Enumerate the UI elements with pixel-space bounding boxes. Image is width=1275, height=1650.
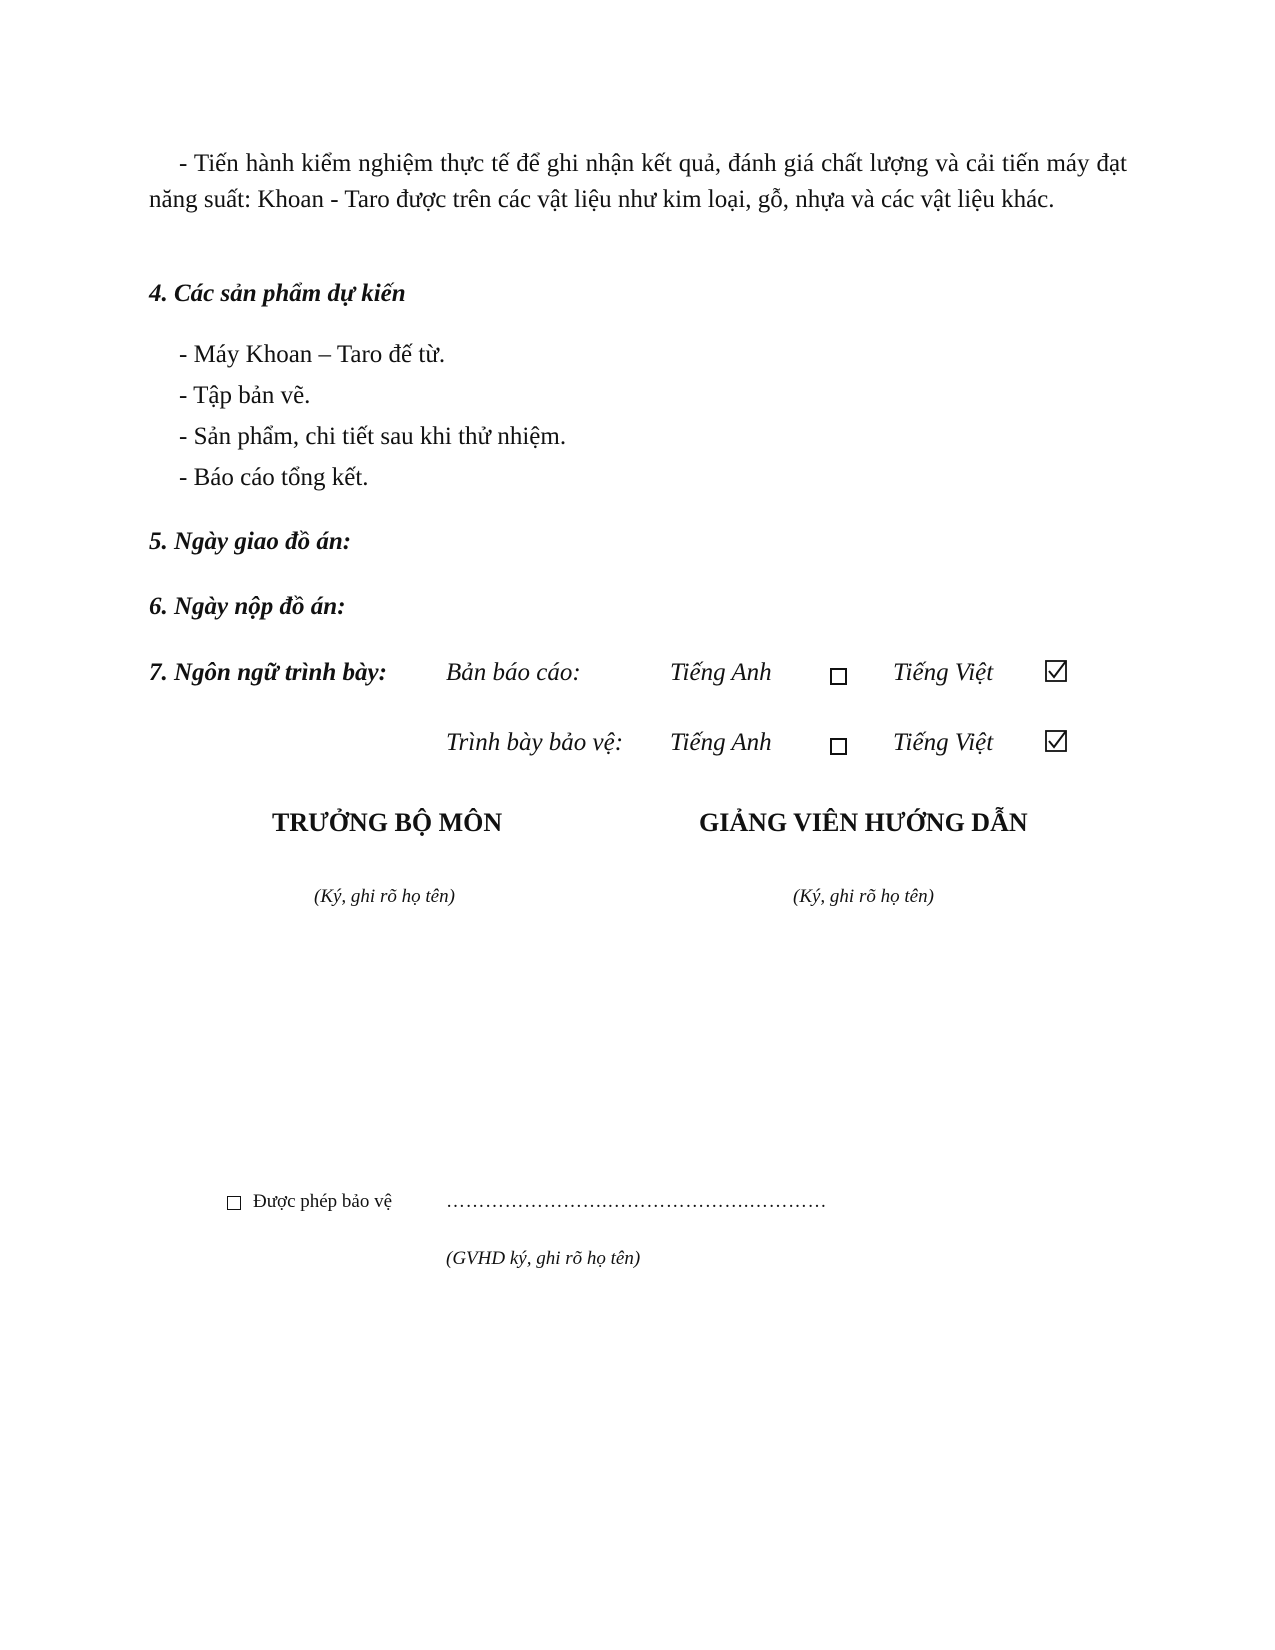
checkmark-icon [1045, 660, 1067, 682]
supervisor-note: (Ký, ghi rõ họ tên) [793, 886, 934, 907]
vietnamese-option-label: Tiếng Việt [893, 729, 994, 756]
defense-language-label: Trình bày bảo vệ: [446, 729, 624, 756]
product-item: - Tập bản vẽ. [179, 382, 311, 409]
supervisor-title: GIẢNG VIÊN HƯỚNG DẪN [699, 808, 1028, 837]
product-item: - Sản phẩm, chi tiết sau khi thử nhiệm. [179, 423, 567, 450]
department-head-note: (Ký, ghi rõ họ tên) [314, 886, 455, 907]
section-6-heading: 6. Ngày nộp đồ án: [149, 593, 346, 620]
intro-paragraph: - Tiến hành kiểm nghiệm thực tế để ghi nhận kết quả, đánh giá chất lượng và cải tiến máy đạt năng suất: Khoan - Taro được trên các vật liệu như kim loại, gỗ, nhựa và các vật liệu khác. [149, 150, 1127, 213]
section-7-heading: 7. Ngôn ngữ trình bày: [149, 659, 387, 686]
english-checkbox[interactable] [830, 668, 847, 685]
defense-permission-label: Được phép bảo vệ [253, 1191, 393, 1212]
english-option-label: Tiếng Anh [670, 729, 772, 756]
product-item: - Máy Khoan – Taro đế từ. [179, 341, 446, 368]
signature-dotted-line: …………………….………………….………… [446, 1191, 827, 1212]
defense-permission-checkbox[interactable] [227, 1196, 241, 1210]
product-item: - Báo cáo tổng kết. [179, 464, 369, 491]
section-5-heading: 5. Ngày giao đồ án: [149, 528, 352, 555]
vietnamese-checkbox-checked[interactable] [1045, 660, 1067, 682]
defense-sign-note: (GVHD ký, ghi rõ họ tên) [446, 1248, 641, 1269]
checkmark-icon [1045, 730, 1067, 752]
english-checkbox[interactable] [830, 738, 847, 755]
department-head-title: TRƯỞNG BỘ MÔN [272, 808, 503, 837]
report-language-label: Bản báo cáo: [446, 659, 581, 686]
english-option-label: Tiếng Anh [670, 659, 772, 686]
vietnamese-option-label: Tiếng Việt [893, 659, 994, 686]
vietnamese-checkbox-checked[interactable] [1045, 730, 1067, 752]
section-4-heading: 4. Các sản phẩm dự kiến [149, 280, 406, 307]
